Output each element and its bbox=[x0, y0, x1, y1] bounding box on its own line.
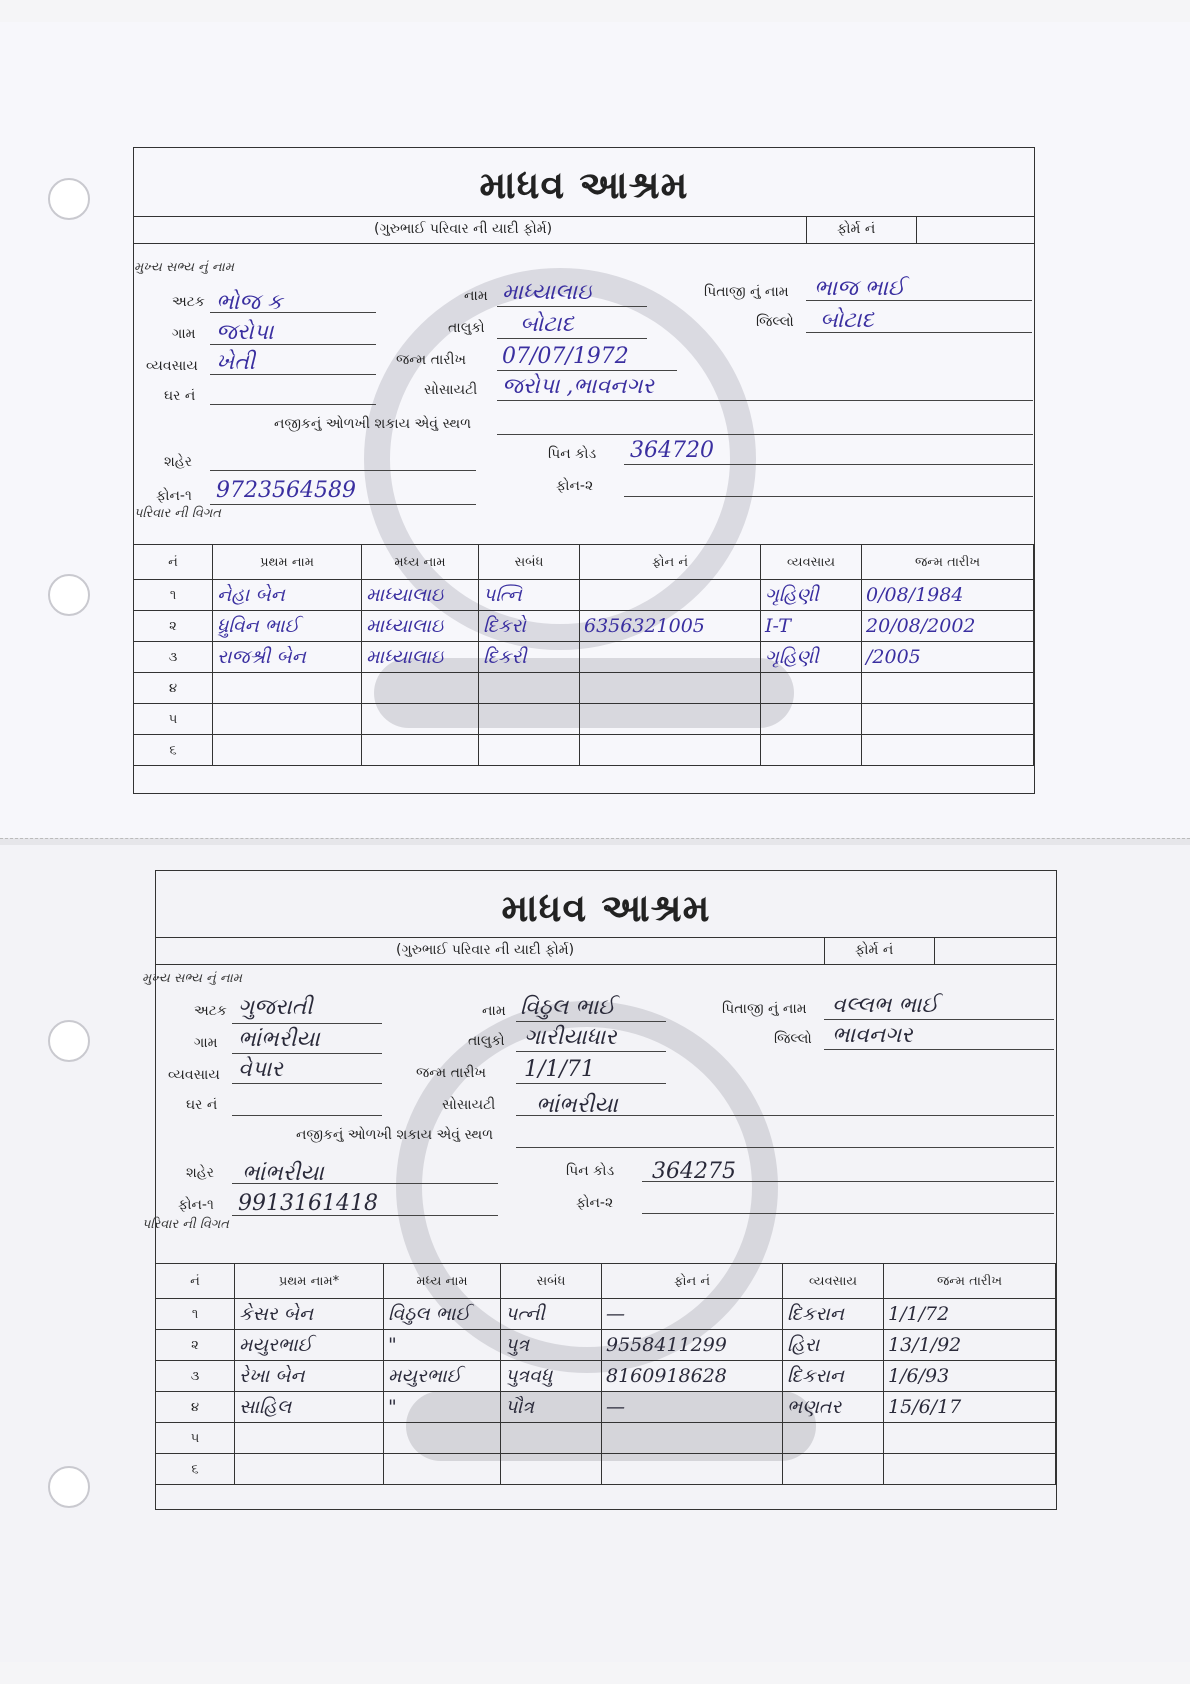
pincode-label: પિન કોડ bbox=[566, 1163, 615, 1179]
name-value: માધ્યાલાઇ bbox=[502, 280, 592, 305]
name-label: નામ bbox=[464, 288, 488, 304]
city-label: શહેર bbox=[186, 1165, 214, 1181]
table-header-row bbox=[156, 1264, 1056, 1299]
table-row[interactable] bbox=[156, 1361, 1056, 1392]
dob: 13/1/92 bbox=[888, 1334, 962, 1356]
row-no: ૪ bbox=[134, 673, 213, 704]
society-field[interactable] bbox=[497, 400, 1033, 401]
occupation-value: વેપાર bbox=[238, 1057, 283, 1082]
landmark-field[interactable] bbox=[497, 434, 1033, 435]
form-number-box[interactable] bbox=[806, 217, 917, 243]
village-label: ગામ bbox=[172, 326, 196, 342]
row-no: ૫ bbox=[134, 704, 213, 735]
house-no-label: ઘર નં bbox=[186, 1097, 218, 1113]
middle-name: માધ્યાલાઇ bbox=[366, 584, 444, 606]
society-label: સોસાયટી bbox=[442, 1097, 496, 1113]
occupation-value: ખેતી bbox=[216, 350, 255, 375]
middle-name: " bbox=[388, 1396, 397, 1418]
dob: 1/6/93 bbox=[888, 1365, 950, 1387]
taluka-value: બોટાદ bbox=[520, 312, 574, 337]
col-no: નં bbox=[156, 1264, 235, 1299]
house-no-field[interactable] bbox=[210, 404, 376, 405]
row-no: ૬ bbox=[156, 1454, 235, 1485]
father-name-label: પિતાજી નું નામ bbox=[722, 1001, 807, 1017]
father-name-value: ભાજ ભાઈ bbox=[814, 276, 905, 301]
phone: 9558411299 bbox=[606, 1334, 727, 1356]
village-label: ગામ bbox=[194, 1035, 218, 1051]
punch-hole bbox=[48, 1020, 90, 1062]
phone2-label: ફોન-૨ bbox=[576, 1195, 614, 1211]
pincode-field[interactable] bbox=[624, 464, 1033, 465]
table-row[interactable] bbox=[156, 1299, 1056, 1330]
middle-name: વિઠુલ ભાઈ bbox=[388, 1303, 471, 1325]
col-first-name: પ્રથમ નામ bbox=[213, 545, 362, 580]
phone2-label: ફોન-૨ bbox=[556, 478, 594, 494]
relation: પત્ની bbox=[505, 1303, 545, 1325]
col-first-name: પ્રથમ નામ* bbox=[235, 1264, 384, 1299]
occupation: દિકરાન bbox=[787, 1303, 844, 1325]
dob: 0/08/1984 bbox=[866, 584, 964, 606]
col-middle-name: મધ્ય નામ bbox=[384, 1264, 501, 1299]
form-title: માધવ આશ્રમ bbox=[479, 162, 689, 207]
dob: 20/08/2002 bbox=[866, 615, 976, 637]
family-table bbox=[155, 1263, 1056, 1485]
surname-field[interactable] bbox=[232, 1023, 382, 1024]
family-details-label: પરિવાર ની વિગત bbox=[142, 1217, 229, 1232]
surname-label: અટક bbox=[194, 1003, 227, 1019]
table-row[interactable] bbox=[134, 735, 1034, 766]
first-name: રેખા બેન bbox=[239, 1365, 305, 1387]
subtitle-row bbox=[134, 216, 1034, 244]
col-dob: જન્મ તારીખ bbox=[884, 1264, 1056, 1299]
row-no: ૩ bbox=[134, 642, 213, 673]
occupation: ગૃહિણી bbox=[765, 646, 819, 668]
subtitle-row bbox=[156, 937, 1056, 965]
father-name-field[interactable] bbox=[824, 1019, 1054, 1020]
col-occupation: વ્યવસાય bbox=[783, 1264, 884, 1299]
form-subtitle: (ગુરુભાઈ પરિવાર ની યાદી ફોર્મ) bbox=[374, 221, 553, 237]
father-name-value: વલ્લભ ભાઈ bbox=[832, 993, 939, 1018]
society-value: જરોપા ,ભાવનગર bbox=[502, 374, 654, 399]
form-subtitle: (ગુરુભાઈ પરિવાર ની યાદી ફોર્મ) bbox=[396, 942, 575, 958]
dob-label: જન્મ તારીખ bbox=[416, 1065, 487, 1081]
table-row[interactable] bbox=[156, 1454, 1056, 1485]
head-member-label: મુખ્ય સભ્ય નું નામ bbox=[134, 260, 234, 275]
row-no: ૨ bbox=[134, 611, 213, 642]
middle-name: માધ્યાલાઇ bbox=[366, 615, 444, 637]
taluka-field[interactable] bbox=[497, 338, 647, 339]
occupation-field[interactable] bbox=[232, 1083, 382, 1084]
table-row[interactable] bbox=[134, 704, 1034, 735]
name-label: નામ bbox=[482, 1003, 506, 1019]
district-value: ભાવનગર bbox=[832, 1023, 913, 1048]
taluka-label: તાલુકો bbox=[448, 320, 485, 336]
relation: પુત્રવધુ bbox=[505, 1365, 553, 1387]
district-label: જિલ્લો bbox=[756, 314, 794, 330]
col-middle-name: મધ્ય નામ bbox=[362, 545, 479, 580]
table-row[interactable] bbox=[156, 1392, 1056, 1423]
dob: 1/1/72 bbox=[888, 1303, 950, 1325]
dob-value: 1/1/71 bbox=[524, 1057, 595, 1082]
relation: પત્નિ bbox=[483, 584, 522, 606]
dob-label: જન્મ તારીખ bbox=[396, 352, 467, 368]
occupation: ભણતર bbox=[787, 1396, 842, 1418]
table-row[interactable] bbox=[134, 673, 1034, 704]
phone1-label: ફોન-૧ bbox=[178, 1197, 214, 1213]
pincode-value: 364720 bbox=[630, 438, 714, 463]
occupation: I-T bbox=[765, 615, 791, 637]
row-no: ૪ bbox=[156, 1392, 235, 1423]
phone: 6356321005 bbox=[584, 615, 705, 637]
surname-value: ગુજરાતી bbox=[238, 995, 313, 1020]
city-field[interactable] bbox=[210, 470, 476, 471]
form-1 bbox=[133, 147, 1035, 794]
row-no: ૩ bbox=[156, 1361, 235, 1392]
row-no: ૫ bbox=[156, 1423, 235, 1454]
district-label: જિલ્લો bbox=[774, 1031, 812, 1047]
phone2-field[interactable] bbox=[624, 496, 1033, 497]
occupation-label: વ્યવસાય bbox=[146, 358, 198, 374]
first-name: રાજશ્રી બેન bbox=[217, 646, 306, 668]
col-phone: ફોન નં bbox=[602, 1264, 783, 1299]
form-number-label: ફોર્મ નં bbox=[855, 942, 894, 958]
dob-field[interactable] bbox=[516, 1083, 666, 1084]
name-field[interactable] bbox=[516, 1021, 666, 1022]
village-field[interactable] bbox=[232, 1053, 382, 1054]
punch-hole bbox=[48, 574, 90, 616]
dob: 15/6/17 bbox=[888, 1396, 962, 1418]
pincode-value: 364275 bbox=[652, 1159, 736, 1184]
district-value: બોટાદ bbox=[820, 308, 874, 333]
occupation: હિરા bbox=[787, 1334, 820, 1356]
city-label: શહેર bbox=[164, 454, 192, 470]
punch-hole bbox=[48, 1466, 90, 1508]
row-no: ૧ bbox=[156, 1299, 235, 1330]
form-number-label: ફોર્મ નં bbox=[837, 221, 876, 237]
table-row[interactable] bbox=[134, 580, 1034, 611]
first-name: ધ્રુવિન ભાઈ bbox=[217, 615, 300, 637]
col-relation: સબંધ bbox=[479, 545, 580, 580]
table-header-row bbox=[134, 545, 1034, 580]
family-table bbox=[133, 544, 1034, 766]
middle-name: મયુરભાઈ bbox=[388, 1365, 462, 1387]
society-label: સોસાયટી bbox=[424, 382, 478, 398]
page-fold bbox=[0, 838, 1190, 845]
middle-name: " bbox=[388, 1334, 397, 1356]
taluka-label: તાલુકો bbox=[468, 1033, 505, 1049]
row-no: ૨ bbox=[156, 1330, 235, 1361]
relation: દિકરી bbox=[483, 646, 527, 668]
dob-value: 07/07/1972 bbox=[502, 344, 629, 369]
relation: પૌત્ર bbox=[505, 1396, 534, 1418]
dob-field[interactable] bbox=[497, 370, 677, 371]
first-name: નેહા બેન bbox=[217, 584, 285, 606]
society-value: ભાંભરીયા bbox=[536, 1093, 618, 1118]
village-value: જરોપા bbox=[216, 320, 274, 345]
house-no-field[interactable] bbox=[232, 1115, 382, 1116]
pincode-label: પિન કોડ bbox=[548, 446, 597, 462]
landmark-label: નજીકનું ઓળખી શકાય એવું સ્થળ bbox=[274, 416, 472, 432]
form-2 bbox=[142, 870, 1057, 1510]
family-details-label: પરિવાર ની વિગત bbox=[134, 506, 221, 521]
col-phone: ફોન નં bbox=[580, 545, 761, 580]
district-field[interactable] bbox=[824, 1049, 1054, 1050]
village-value: ભાંભરીયા bbox=[238, 1027, 320, 1052]
occupation-label: વ્યવસાય bbox=[168, 1067, 220, 1083]
form-number-box[interactable] bbox=[824, 938, 935, 964]
col-relation: સબંધ bbox=[501, 1264, 602, 1299]
first-name: સાહિલ bbox=[239, 1396, 292, 1418]
phone1-field[interactable] bbox=[210, 504, 476, 505]
table-row[interactable] bbox=[156, 1423, 1056, 1454]
house-no-label: ઘર નં bbox=[164, 388, 196, 404]
first-name: કેસર બેન bbox=[239, 1303, 314, 1325]
row-no: ૧ bbox=[134, 580, 213, 611]
phone1-value: 9913161418 bbox=[238, 1191, 378, 1216]
occupation: ગૃહિણી bbox=[765, 584, 819, 606]
table-row[interactable] bbox=[156, 1330, 1056, 1361]
surname-label: અટક bbox=[172, 294, 205, 310]
phone: — bbox=[606, 1303, 625, 1325]
taluka-field[interactable] bbox=[516, 1051, 666, 1052]
occupation: દિકરાન bbox=[787, 1365, 844, 1387]
name-value: વિઠુલ ભાઈ bbox=[520, 995, 616, 1020]
phone1-label: ફોન-૧ bbox=[156, 488, 192, 504]
form-title: માધવ આશ્રમ bbox=[501, 885, 711, 930]
col-no: નં bbox=[134, 545, 213, 580]
dob: /2005 bbox=[866, 646, 921, 668]
col-occupation: વ્યવસાય bbox=[761, 545, 862, 580]
head-member-label: મુખ્ય સભ્ય નું નામ bbox=[142, 971, 242, 986]
phone1-value: 9723564589 bbox=[216, 478, 356, 503]
phone2-field[interactable] bbox=[642, 1213, 1054, 1214]
relation: પુત્ર bbox=[505, 1334, 530, 1356]
landmark-field[interactable] bbox=[516, 1147, 1054, 1148]
landmark-label: નજીકનું ઓળખી શકાય એવું સ્થળ bbox=[296, 1127, 494, 1143]
middle-name: માધ્યાલાઇ bbox=[366, 646, 444, 668]
first-name: મયુરભાઈ bbox=[239, 1334, 313, 1356]
taluka-value: ગારીયાધાર bbox=[524, 1025, 617, 1050]
punch-hole bbox=[48, 178, 90, 220]
father-name-label: પિતાજી નું નામ bbox=[704, 284, 789, 300]
name-field[interactable] bbox=[497, 306, 647, 307]
relation: દિકરો bbox=[483, 615, 526, 637]
table-row[interactable] bbox=[134, 611, 1034, 642]
col-dob: જન્મ તારીખ bbox=[862, 545, 1034, 580]
city-value: ભાંભરીયા bbox=[242, 1161, 324, 1186]
phone: 8160918628 bbox=[606, 1365, 727, 1387]
surname-value: ભોજ ક bbox=[216, 290, 283, 315]
table-row[interactable] bbox=[134, 642, 1034, 673]
row-no: ૬ bbox=[134, 735, 213, 766]
phone: — bbox=[606, 1396, 625, 1418]
